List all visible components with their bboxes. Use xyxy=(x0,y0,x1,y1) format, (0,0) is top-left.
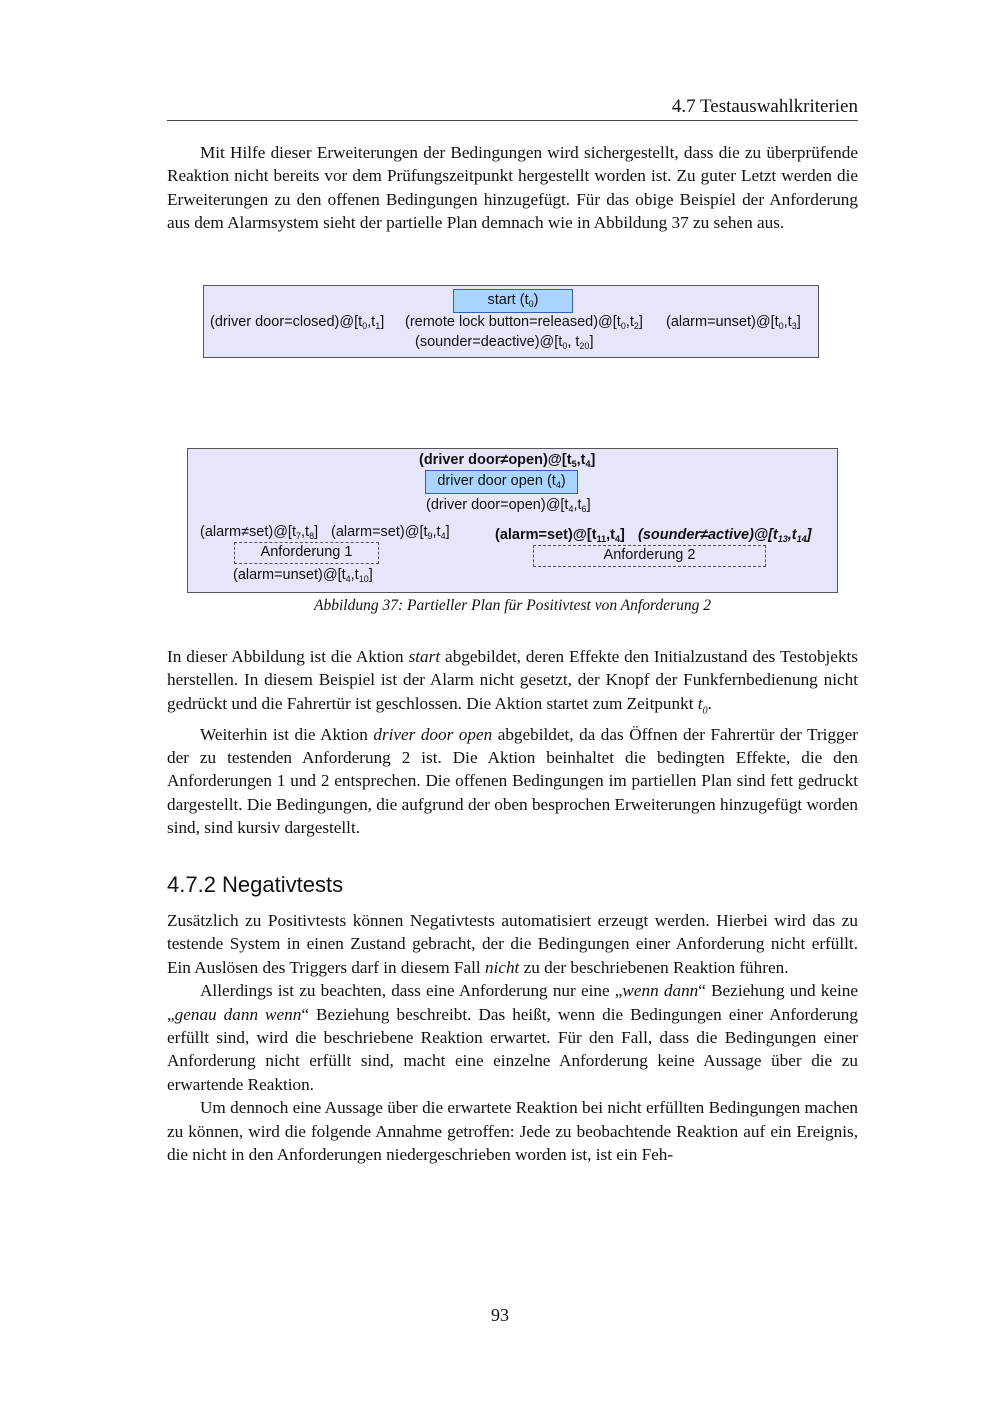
door-open-action-box xyxy=(187,448,838,593)
description-paragraph-1: In dieser Abbildung ist die Aktion start abgebildet, deren Effekte den Initialzustand des Testobjekts herstellen. In diesem Beispiel ist der Alarm nicht gesetzt, der Knopf der Funkfernbedienung nicht gedrückt und die Fahrertür ist geschlossen. Die Aktion startet zum Zeitpunkt $t_0$. xyxy=(167,647,858,717)
req2-conditional-effect: Anforderung 2 xyxy=(533,545,766,567)
req1-effect-alarm-unset: $(alarm=unset)@[t_4,t_{10}]$ xyxy=(233,567,373,584)
open-condition-door: (driver $door\ne open)@[t_5,t_4]$ xyxy=(419,452,596,469)
start-effect-driver-door: (driver $door=closed)@[t_0,t_1]$ xyxy=(210,314,385,331)
figure-caption: Abbildung 37: Partieller Plan für Positivtest von Anforderung 2 xyxy=(314,597,711,614)
req1-condition-alarm-not-set: $(alarm\ne set)@[t_7,t_8]$ xyxy=(200,524,319,541)
start-effect-remote-lock: (remote lock $button=released)@[t_0,t_2]$ xyxy=(405,314,643,331)
page-number: 93 xyxy=(491,1305,509,1325)
start-effect-sounder: $(sounder=deactive)@[t_0$, $t_{20}$] xyxy=(415,334,594,351)
driver-door-open-action: driver door open $(t_4)$ xyxy=(425,470,578,494)
req1-conditional-effect: Anforderung 1 xyxy=(234,542,379,564)
start-action-box xyxy=(203,285,819,358)
section-heading: 4.7.2 Negativtests xyxy=(167,872,344,897)
negativtests-paragraph-2: Allerdings ist zu beachten, dass eine Anforderung nur eine „wenn dann“ Beziehung und keine „genau dann wenn“ Beziehung beschreibt. Das heißt, wenn die Bedingungen einer Anforderung erfüllt sind, wird die beschriebene Reaktion erwartet. Für den Fall, dass die Bedingungen einer Anforderung nicht erfüllt sind, macht eine einzelne Anforderung keine Aussage über die zu erwartende Reaktion. xyxy=(167,981,858,1094)
negativtests-paragraph-3: Um dennoch eine Aussage über die erwartete Reaktion bei nicht erfüllten Bedingungen machen zu können, wird die folgende Annahme getroffen: Jede zu beobachtende Reaktion auf ein Ereignis, die nicht in den Anforderungen niedergeschrieben worden ist, ist ein Feh- xyxy=(167,1098,858,1165)
door-open-effect: (driver $door=open)@[t_4,t_6]$ xyxy=(426,497,591,514)
description-section xyxy=(167,645,858,840)
description-paragraph-2: Weiterhin ist die Aktion driver door open abgebildet, da das Öffnen der Fahrertür der Trigger der zu testenden Anforderung 2 ist. Die Aktion beinhaltet die bedingten Effekte, die den Anforderungen 1 und 2 entsprechen. Die offenen Bedingungen im partiellen Plan sind fett gedruckt dargestellt. Die Bedingungen, die aufgrund der oben besprochen Erweiterungen hinzugefügt worden sind, sind kursiv dargestellt. xyxy=(167,724,858,838)
req2-condition-sounder-not-active: $(sounder\ne active)@[t_{13},t_{14}]$ xyxy=(638,527,812,544)
intro-section xyxy=(167,141,858,235)
running-header xyxy=(167,96,858,121)
start-effect-alarm: $(alarm=unset)@[t_0,t_3]$ xyxy=(666,314,801,331)
negativtests-paragraph-1: Zusätzlich zu Positivtests können Negativtests automatisiert erzeugt werden. Hierbei wird das zu testende System in einen Zustand gebracht, der die Bedingungen einer Anforderung nicht erfüllt. Ein Auslösen des Triggers darf in diesem Fall nicht zu der beschriebenen Reaktion führen. xyxy=(167,911,858,977)
intro-paragraph: Mit Hilfe dieser Erweiterungen der Bedingungen wird sichergestellt, dass die zu überprüfende Reaktion nicht bereits vor dem Prüfungszeitpunkt hergestellt worden ist. Zu guter Letzt werden die Erweiterungen zu den offenen Bedingungen hinzugefügt. Für das obige Beispiel der Anforderung aus dem Alarmsystem sieht der partielle Plan demnach wie in Abbildung 37 zu sehen aus. xyxy=(167,143,858,233)
req1-condition-alarm-set: $(alarm=set)@[t_9,t_4]$ xyxy=(331,524,450,541)
running-title: 4.7 Testauswahlkriterien xyxy=(671,96,858,117)
start-action: start $(t_0)$ xyxy=(453,289,573,313)
negativtests-section xyxy=(167,909,858,1166)
req2-condition-alarm-set: $(alarm=set)@[t_{11},t_4]$ xyxy=(495,527,625,544)
